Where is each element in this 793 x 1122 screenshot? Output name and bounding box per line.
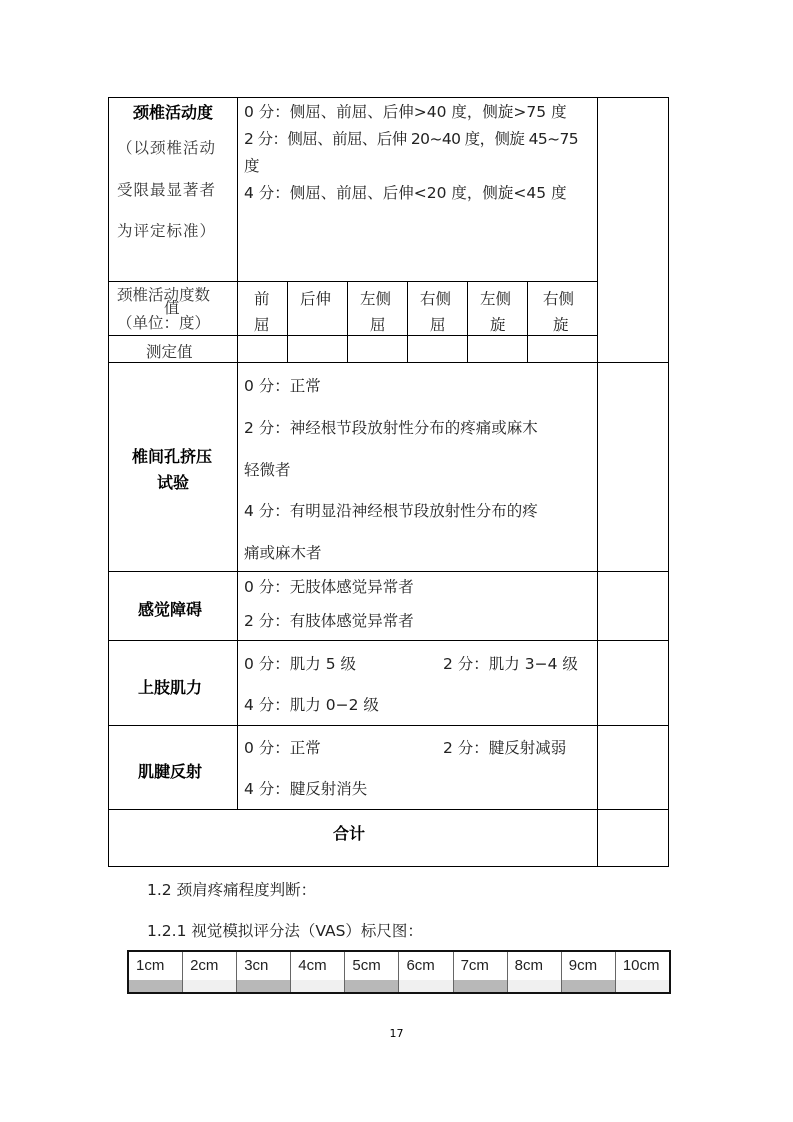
- neck-rom-note: （以颈椎活动: [117, 139, 217, 157]
- vas-segment-shade: [562, 980, 615, 992]
- vas-ruler: [127, 950, 671, 994]
- total-label: 合计: [333, 824, 366, 843]
- criteria-line: 4 分：侧屈、前屈、后伸<20 度，侧旋<45 度: [244, 184, 567, 202]
- vas-ruler-segment[interactable]: [345, 952, 399, 992]
- neck-rom-criteria: [244, 97, 597, 217]
- vas-segment-shade: [345, 980, 398, 992]
- vas-segment-label: 6cm: [406, 957, 435, 974]
- criteria-line: 0 分：肌力 5 级: [244, 655, 357, 673]
- tendon-reflex-title: 肌腱反射: [138, 762, 203, 781]
- criteria-line: 2 分：腱反射减弱: [443, 739, 567, 757]
- table-border-left: [108, 97, 109, 867]
- row-divider: [108, 281, 598, 282]
- muscle-strength-title: 上肢肌力: [138, 678, 203, 697]
- criteria-line: 0 分：正常: [244, 739, 321, 757]
- vas-ruler-segment[interactable]: [399, 952, 453, 992]
- measured-value-input[interactable]: [408, 336, 467, 362]
- criteria-line: 痛或麻木者: [244, 544, 322, 562]
- measure-col-header: 屈: [430, 316, 446, 334]
- vas-segment-shade: [237, 980, 290, 992]
- foramen-test-title: 椎间孔挤压: [132, 447, 213, 466]
- row-divider: [108, 362, 669, 363]
- measured-value-label: 测定值: [146, 343, 193, 361]
- criteria-line: 0 分：无肢体感觉异常者: [244, 578, 414, 596]
- section-heading: 1.2 颈肩疼痛程度判断：: [147, 881, 317, 899]
- measure-col-header: 左侧: [480, 290, 512, 308]
- vas-ruler-segment[interactable]: [129, 952, 183, 992]
- criteria-line: 轻微者: [244, 461, 291, 479]
- vas-ruler-segment[interactable]: [183, 952, 237, 992]
- vas-segment-label: 8cm: [514, 957, 543, 974]
- measure-col-header: 右侧: [543, 290, 575, 308]
- measure-col-header: 旋: [490, 316, 506, 334]
- measure-label: （单位：度）: [117, 314, 211, 332]
- page-number: 17: [389, 1027, 404, 1040]
- criteria-line: 4 分：有明显沿神经根节段放射性分布的疼: [244, 502, 538, 520]
- vas-ruler-segment[interactable]: [562, 952, 616, 992]
- vas-segment-label: 10cm: [622, 957, 660, 974]
- measure-col-header: 旋: [553, 316, 569, 334]
- criteria-line: 2 分：肌力 3−4 级: [443, 655, 578, 673]
- measure-label: 值: [164, 299, 180, 317]
- measured-value-input[interactable]: [348, 336, 407, 362]
- sensory-title: 感觉障碍: [138, 600, 203, 619]
- row-divider: [108, 640, 669, 641]
- vas-segment-label: 3cn: [244, 957, 269, 974]
- vas-segment-shade: [616, 980, 669, 992]
- measure-label: 颈椎活动度数: [117, 286, 211, 304]
- vas-segment-label: 4cm: [298, 957, 327, 974]
- vas-segment-label: 1cm: [136, 957, 165, 974]
- vas-segment-shade: [454, 980, 507, 992]
- vas-segment-label: 5cm: [352, 957, 381, 974]
- table-border-bottom: [108, 866, 669, 867]
- score-column-divider: [597, 97, 598, 867]
- row-divider: [108, 809, 669, 810]
- vas-segment-shade: [183, 980, 236, 992]
- vas-segment-shade: [508, 980, 561, 992]
- vas-ruler-segment[interactable]: [508, 952, 562, 992]
- measured-value-input[interactable]: [288, 336, 347, 362]
- row-divider: [108, 571, 669, 572]
- vas-segment-label: 9cm: [568, 957, 598, 974]
- criteria-line: 4 分：肌力 0−2 级: [244, 696, 379, 714]
- label-column-divider: [237, 97, 238, 809]
- measured-value-input[interactable]: [468, 336, 527, 362]
- criteria-line: 0 分：正常: [244, 377, 321, 395]
- criteria-line: 2 分：侧屈、前屈、后伸 20~40 度，侧旋 45~75: [244, 130, 579, 148]
- criteria-line: 2 分：神经根节段放射性分布的疼痛或麻木: [244, 419, 538, 437]
- vas-segment-shade: [291, 980, 344, 992]
- vas-segment-label: 2cm: [190, 957, 219, 974]
- table-border-right: [668, 97, 669, 867]
- measure-col-header: 前: [254, 290, 270, 308]
- row-divider: [108, 725, 669, 726]
- measured-value-input[interactable]: [238, 336, 287, 362]
- criteria-line: 0 分：侧屈、前屈、后伸>40 度，侧旋>75 度: [244, 103, 567, 121]
- vas-segment-shade: [399, 980, 452, 992]
- section-heading: 1.2.1 视觉模拟评分法（VAS）标尺图：: [147, 922, 423, 940]
- criteria-line: 2 分：有肢体感觉异常者: [244, 612, 414, 630]
- vas-segment-label: 7cm: [460, 957, 489, 974]
- criteria-line: 度: [244, 157, 260, 175]
- vas-ruler-segment[interactable]: [616, 952, 669, 992]
- vas-ruler-segment[interactable]: [291, 952, 345, 992]
- neck-rom-note: 受限最显著者: [117, 181, 217, 199]
- criteria-line: 4 分：腱反射消失: [244, 780, 368, 798]
- foramen-test-title: 试验: [157, 473, 190, 492]
- neck-rom-title: 颈椎活动度: [133, 103, 214, 122]
- measure-col-header: 屈: [254, 316, 270, 334]
- vas-ruler-segment[interactable]: [454, 952, 508, 992]
- vas-ruler-segment[interactable]: [237, 952, 291, 992]
- measure-col-header: 左侧: [360, 290, 392, 308]
- neck-rom-note: 为评定标准）: [117, 222, 217, 240]
- vas-segment-shade: [129, 980, 182, 992]
- measure-col-header: 后伸: [300, 290, 332, 308]
- measured-value-input[interactable]: [528, 336, 597, 362]
- measure-col-header: 屈: [370, 316, 386, 334]
- measure-col-header: 右侧: [420, 290, 452, 308]
